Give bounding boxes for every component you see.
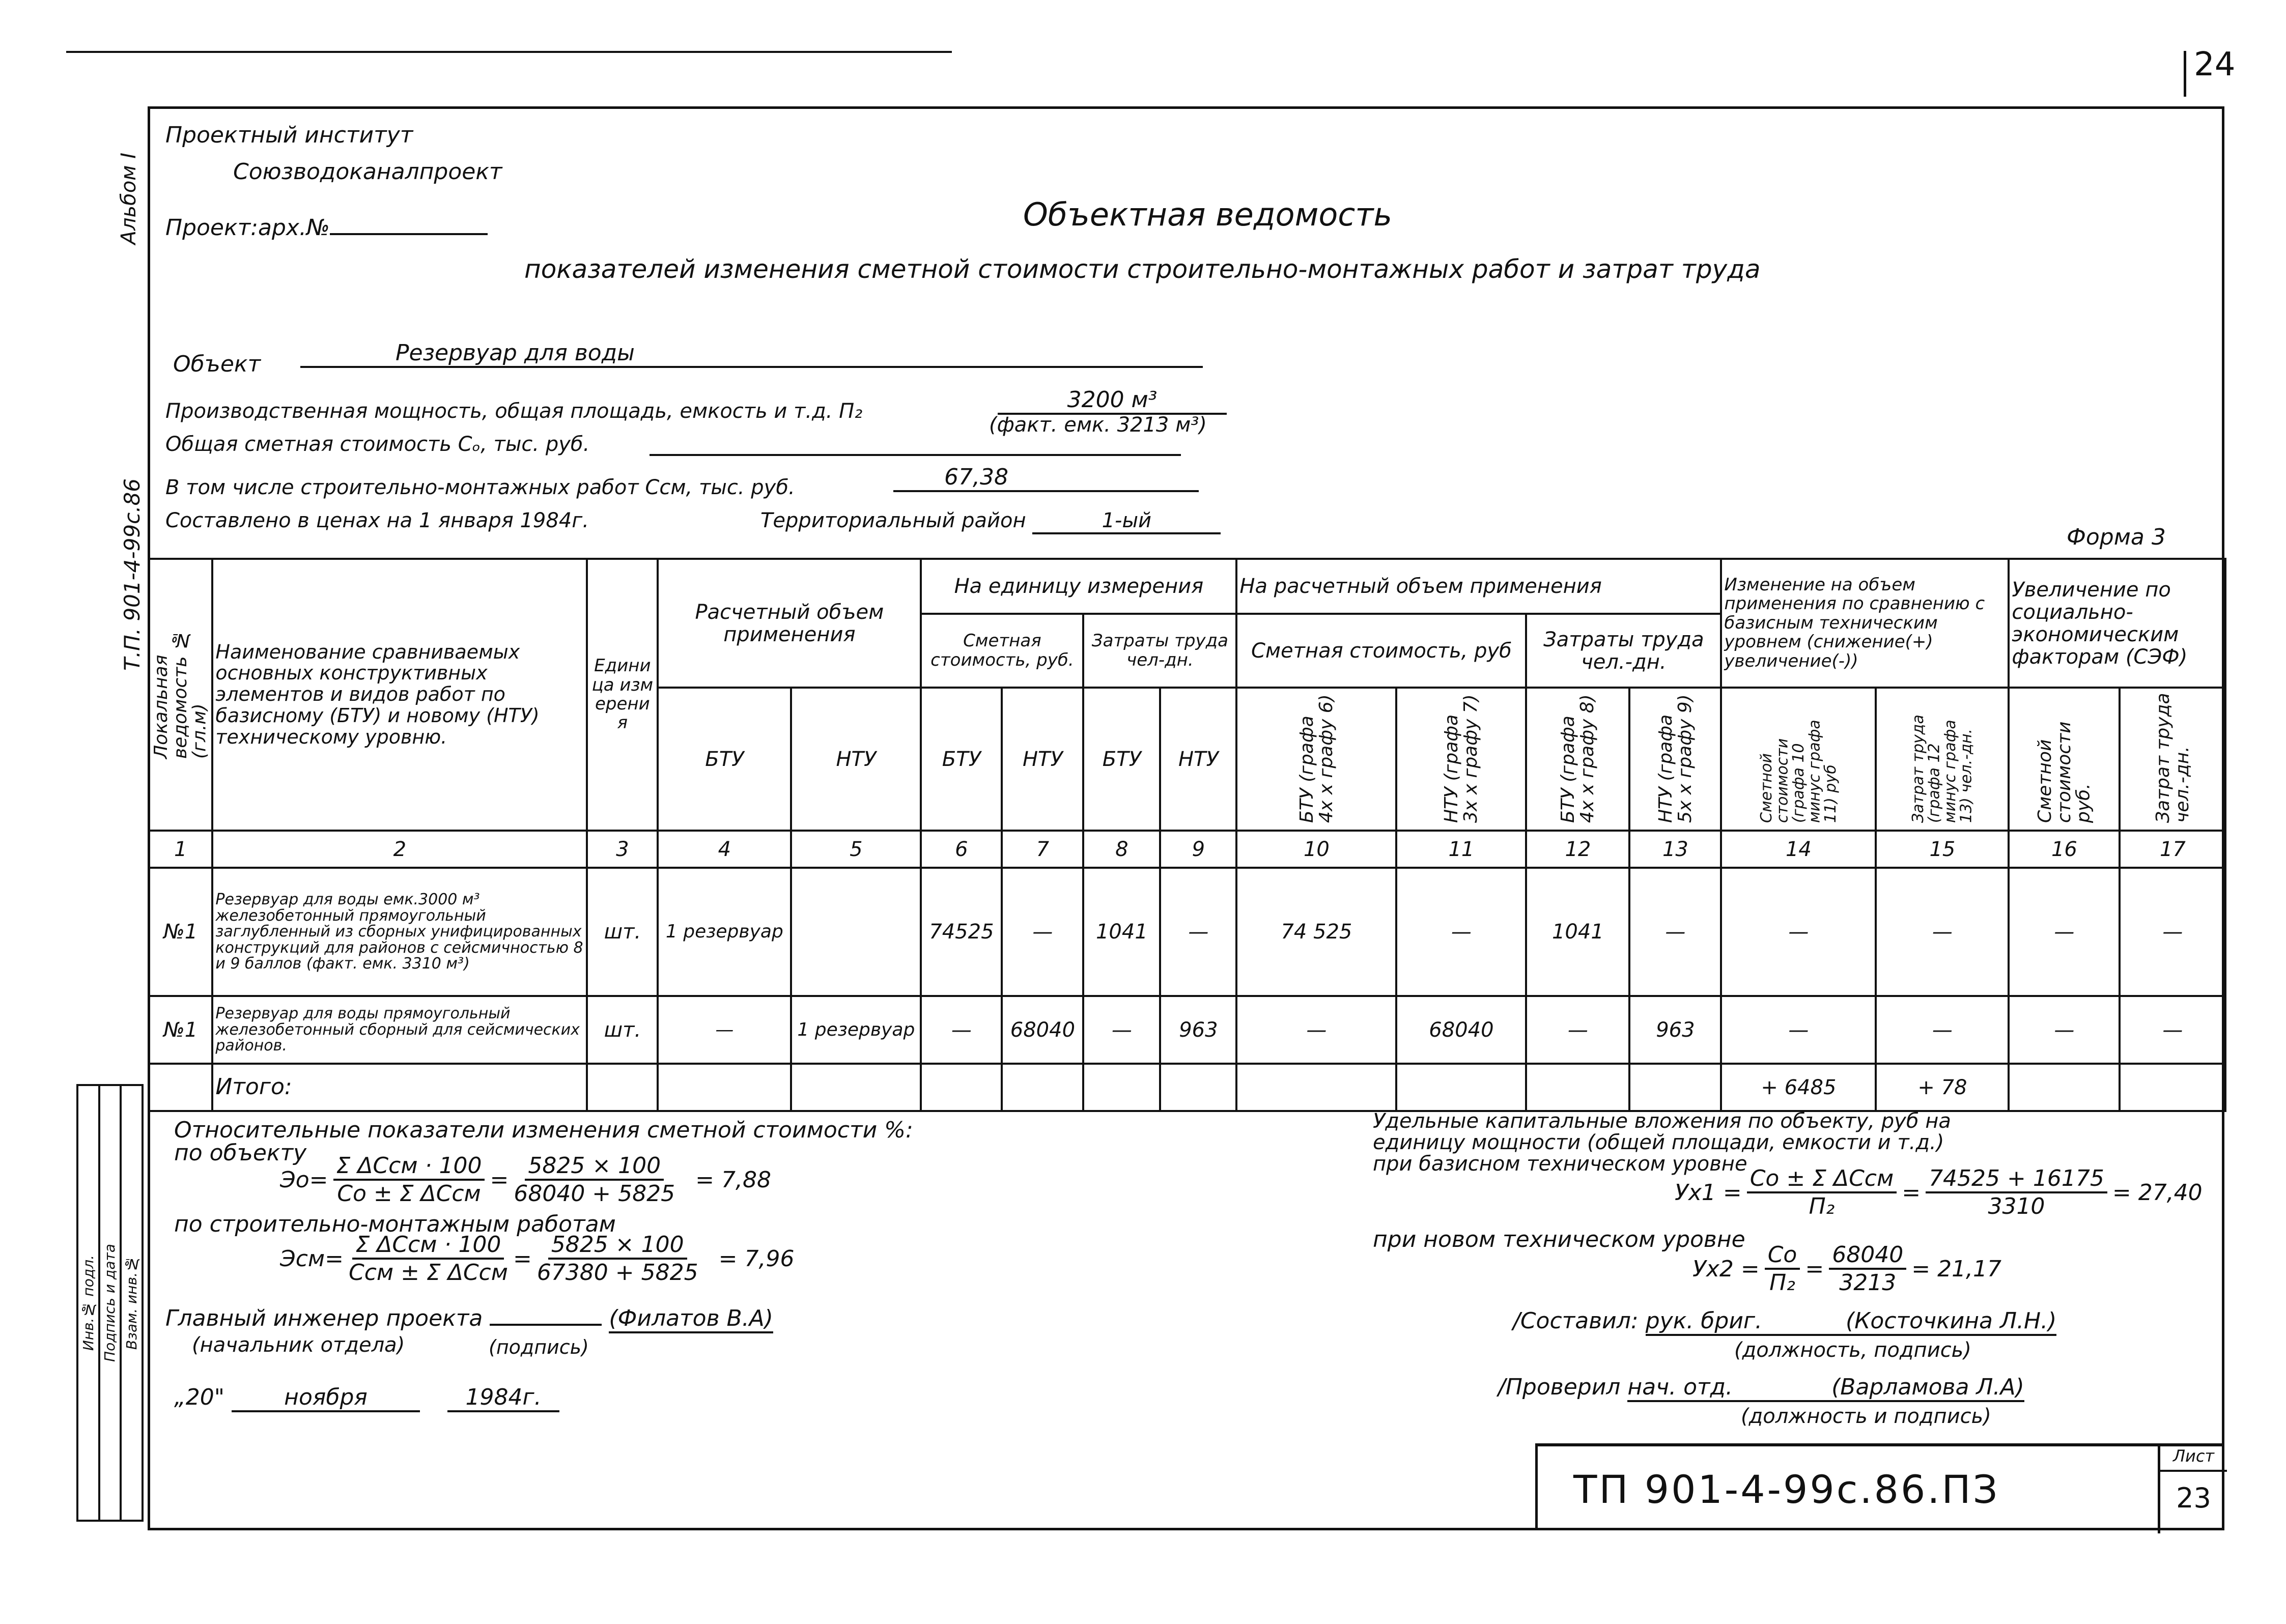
total-cost-line xyxy=(650,454,1181,456)
header-per-unit-labor: Затраты труда чел-дн. xyxy=(1083,614,1236,688)
column-number: 17 xyxy=(2120,831,2225,868)
chief-position: (начальник отдела) xyxy=(192,1333,405,1357)
table-cell: — xyxy=(1083,996,1160,1064)
column-number: 15 xyxy=(1876,831,2009,868)
chief-name: (Филатов В.А) xyxy=(609,1305,773,1333)
table-cell xyxy=(1083,1064,1160,1111)
indicators-table xyxy=(148,558,2226,1112)
y2-fraction: $\frac{Cо}{\text{П₂}}$ xyxy=(1765,1242,1800,1296)
table-cell xyxy=(1002,1064,1083,1111)
header-name: Наименование сравниваемых основных конструктивных элементов и видов работ по базисному (БТУ) и новому (НТУ) техническому уровню. xyxy=(212,559,587,831)
header-total-labor: Затраты труда чел.-дн. xyxy=(1526,614,1721,688)
table-cell xyxy=(149,1064,212,1111)
date xyxy=(174,1384,559,1412)
y2-result: = 21,17 xyxy=(1911,1256,2002,1282)
header-col14: Сметной стоимости (графа 10 минус графа 11) руб xyxy=(1721,688,1876,831)
column-number: 4 xyxy=(658,831,791,868)
object-value xyxy=(300,340,1203,368)
header-per-unit-cost: Сметная стоимость, руб. xyxy=(921,614,1083,688)
formula-esm: Эсм = $\frac{\text{Σ ΔCсм · 100}}{\text{Cсм ± Σ ΔCсм}}$ = $\frac{5825 \times 100}{67380 + 5825}$ = 7,96 xyxy=(280,1232,795,1286)
header-total: На расчетный объем применения xyxy=(1236,559,1721,614)
table-cell xyxy=(658,1064,791,1111)
eo-fraction: $\frac{\text{Σ ΔCсм · 100}}{\text{Cо ± Σ ΔCсм}}$ xyxy=(333,1153,485,1207)
esm-result: = 7,96 xyxy=(718,1245,795,1272)
table-cell: — xyxy=(1876,868,2009,996)
column-number: 13 xyxy=(1629,831,1721,868)
header-unit-labor-btu: БТУ xyxy=(1083,688,1160,831)
table-cell xyxy=(1236,1064,1396,1111)
specific-intro-1: Удельные капитальные вложения по объекту, руб на xyxy=(1373,1109,1951,1133)
table-cell xyxy=(1396,1064,1526,1111)
column-number: 10 xyxy=(1236,831,1396,868)
stamp-signature-date: Подпись и дата xyxy=(100,1086,122,1520)
column-number: 5 xyxy=(791,831,921,868)
table-cell: — xyxy=(2009,868,2120,996)
column-number-row xyxy=(149,831,2225,868)
formula-y2: Ух2 = $\frac{Cо}{\text{П₂}}$ = $\frac{68040}{3213}$ = 21,17 xyxy=(1692,1242,2002,1296)
y1-result: = 27,40 xyxy=(2112,1179,2203,1206)
sheet-cell xyxy=(2158,1446,2227,1533)
smr-value xyxy=(893,464,1199,492)
capacity-label: Производственная мощность, общая площадь, емкость и т.д. П₂ xyxy=(165,400,863,423)
table-cell: — xyxy=(921,996,1002,1064)
total-row xyxy=(149,1064,2225,1111)
chief-signature-line xyxy=(490,1305,602,1326)
header-change: Изменение на объем применения по сравнению с базисным техническим уровнем (снижение(+) увеличение(-)) xyxy=(1721,559,2009,688)
table-cell: + 78 xyxy=(1876,1064,2009,1111)
checked-signature: нач. отд. (Варламова Л.А) xyxy=(1627,1374,2024,1402)
table-cell xyxy=(1526,1064,1629,1111)
table-cell xyxy=(2009,1064,2120,1111)
specific-new: при новом техническом уровне xyxy=(1373,1227,1745,1252)
table-cell: шт. xyxy=(587,868,658,996)
table-cell: — xyxy=(2120,996,2225,1064)
header-col17: Затрат труда чел.-дн. xyxy=(2120,688,2225,831)
header-unit-cost-btu: БТУ xyxy=(921,688,1002,831)
chief-engineer xyxy=(165,1305,773,1333)
table-cell: 1 резервуар xyxy=(658,868,791,996)
stamp-replacement-inv: Взам. инв.№ xyxy=(123,1256,140,1350)
total-cost-label: Общая сметная стоимость Cₒ, тыс. руб. xyxy=(165,433,590,456)
table-cell: — xyxy=(1002,868,1083,996)
table-cell: Резервуар для воды прямоугольный железобетонный сборный для сейсмических районов. xyxy=(212,996,587,1064)
table-cell: — xyxy=(1236,996,1396,1064)
header-per-unit: На единицу измерения xyxy=(921,559,1236,614)
institute-label: Проектный институт xyxy=(165,122,413,148)
y1-values: $\frac{74525 + 16175}{3310}$ xyxy=(1926,1165,2107,1219)
object-label: Объект xyxy=(173,351,261,377)
table-cell: — xyxy=(1876,996,2009,1064)
y2-symbol: Ух2 = xyxy=(1692,1256,1760,1282)
compiled-label: /Составил: xyxy=(1513,1308,1639,1334)
page-number-rule xyxy=(2184,51,2186,97)
header-total-cost: Сметная стоимость, руб xyxy=(1236,614,1526,688)
header-volume-btu: БТУ xyxy=(658,688,791,831)
table-cell: 74525 xyxy=(921,868,1002,996)
header-col16: Сметной стоимости руб. xyxy=(2009,688,2120,831)
esm-fraction: $\frac{\text{Σ ΔCсм · 100}}{\text{Cсм ± Σ ΔCсм}}$ xyxy=(348,1232,508,1286)
checked-caption: (должность и подпись) xyxy=(1741,1405,1991,1428)
specific-basic: при базисном техническом уровне xyxy=(1373,1152,1747,1176)
column-number: 16 xyxy=(2009,831,2120,868)
table-row xyxy=(149,996,2225,1064)
table-cell: Резервуар для воды емк.3000 м³ железобетонный прямоугольный заглубленный из сборных унифицированных конструкций для районов с сейсмичностью 8 и 9 баллов (факт. емк. 3310 м³) xyxy=(212,868,587,996)
compiled-caption: (должность, подпись) xyxy=(1734,1338,1971,1362)
table-cell: 74 525 xyxy=(1236,868,1396,996)
header-local-statement: Локальная ведомость № (гл.м) xyxy=(149,559,212,831)
column-number: 9 xyxy=(1160,831,1236,868)
sheet-number: 23 xyxy=(2176,1482,2211,1514)
project-label-text: Проект:арх.№ xyxy=(165,215,330,241)
table-cell: — xyxy=(1721,868,1876,996)
header-col12: БТУ (графа 4х х графу 8) xyxy=(1526,688,1629,831)
side-code: Т.П. 901-4-99с.86 xyxy=(120,478,145,671)
column-number: 3 xyxy=(587,831,658,868)
table-cell: — xyxy=(1396,868,1526,996)
header-col10: БТУ (графа 4х х графу 6) xyxy=(1236,688,1396,831)
smr-value-text: 67,38 xyxy=(944,464,1008,490)
table-cell: 1041 xyxy=(1526,868,1629,996)
side-stamp xyxy=(76,1084,144,1522)
table-cell: — xyxy=(2009,996,2120,1064)
capacity-value: 3200 м³ xyxy=(998,387,1227,415)
table-cell xyxy=(2120,1064,2225,1111)
y1-symbol: Ух1 = xyxy=(1675,1179,1742,1206)
table-cell: — xyxy=(1526,996,1629,1064)
date-year: 1984г. xyxy=(447,1384,559,1412)
form-label: Форма 3 xyxy=(2067,524,2166,550)
table-cell: 1 резервуар xyxy=(791,996,921,1064)
table-cell: — xyxy=(1721,996,1876,1064)
district xyxy=(760,509,1221,534)
esm-symbol: Эсм xyxy=(280,1245,325,1272)
page-title: Объектная ведомость xyxy=(1023,196,1393,233)
column-number: 12 xyxy=(1526,831,1629,868)
header-col15: Затрат труда (графа 12 минус графа 13) чел.-дн. xyxy=(1876,688,2009,831)
relative-intro: Относительные показатели изменения сметной стоимости %: xyxy=(174,1117,913,1143)
album-label: Альбом I xyxy=(117,153,140,245)
compiled-by xyxy=(1513,1308,2056,1336)
table-cell: 963 xyxy=(1160,996,1236,1064)
table-cell: шт. xyxy=(587,996,658,1064)
table-cell: №1 xyxy=(149,868,212,996)
header-unit: Единица измерения xyxy=(587,559,658,831)
prices-label: Составлено в ценах на 1 января 1984г. xyxy=(165,509,589,532)
project-number-line xyxy=(330,213,488,235)
page-number: 24 xyxy=(2194,46,2236,83)
district-value: 1-ый xyxy=(1032,509,1221,534)
table-cell: 963 xyxy=(1629,996,1721,1064)
table-cell: — xyxy=(1160,868,1236,996)
column-number: 11 xyxy=(1396,831,1526,868)
document-code: ТП 901-4-99с.86.ПЗ xyxy=(1573,1467,2000,1512)
checked-label: /Проверил xyxy=(1498,1374,1621,1400)
y1-fraction: $\frac{\text{Cо ± Σ ΔCсм}}{\text{П₂}}$ xyxy=(1747,1165,1897,1219)
specific-intro-2: единицу мощности (общей площади, емкости и т.д.) xyxy=(1373,1131,1944,1154)
header-col13: НТУ (графа 5х х графу 9) xyxy=(1629,688,1721,831)
institute-name: Союзводоканалпроект xyxy=(233,159,502,185)
relative-by-smr: по строительно-монтажным работам xyxy=(174,1211,616,1237)
district-label: Территориальный район xyxy=(760,509,1026,532)
capacity-fact: (факт. емк. 3213 м³) xyxy=(989,413,1207,437)
table-cell: №1 xyxy=(149,996,212,1064)
header-volume-ntu: НТУ xyxy=(791,688,921,831)
title-block xyxy=(1535,1443,2224,1530)
checked-by xyxy=(1498,1374,2024,1402)
table-cell: Итого: xyxy=(212,1064,587,1111)
page-subtitle: показателей изменения сметной стоимости строительно-монтажных работ и затрат труда xyxy=(524,254,1761,284)
table-cell xyxy=(587,1064,658,1111)
table-cell xyxy=(921,1064,1002,1111)
column-number: 7 xyxy=(1002,831,1083,868)
formula-y1: Ух1 = $\frac{\text{Cо ± Σ ΔCсм}}{\text{П₂}}$ = $\frac{74525 + 16175}{3310}$ = 27,40 xyxy=(1675,1165,2203,1219)
formula-eo: Эо = $\frac{\text{Σ ΔCсм · 100}}{\text{Cо ± Σ ΔCсм}}$ = $\frac{5825 \times 100}{68040 + 5825}$ = 7,88 xyxy=(280,1153,771,1207)
object-value-text: Резервуар для воды xyxy=(396,340,635,366)
smr-label: В том числе строительно-монтажных работ Cсм, тыс. руб. xyxy=(165,476,795,499)
top-rule xyxy=(66,51,952,53)
column-number: 1 xyxy=(149,831,212,868)
header-col11: НТУ (графа 3х х графу 7) xyxy=(1396,688,1526,831)
sheet-label: Лист xyxy=(2160,1446,2227,1472)
date-day: „20" xyxy=(174,1384,225,1410)
header-unit-cost-ntu: НТУ xyxy=(1002,688,1083,831)
esm-values: $\frac{5825 \times 100}{67380 + 5825}$ xyxy=(537,1232,698,1286)
header-sef: Увеличение по социально-экономическим факторам (СЭФ) xyxy=(2009,559,2225,688)
project-label xyxy=(165,213,488,241)
column-number: 14 xyxy=(1721,831,1876,868)
table-cell: 1041 xyxy=(1083,868,1160,996)
eo-symbol: Эо xyxy=(280,1166,309,1193)
table-row xyxy=(149,868,2225,996)
column-number: 8 xyxy=(1083,831,1160,868)
chief-sign-caption: (подпись) xyxy=(489,1336,589,1358)
y2-values: $\frac{68040}{3213}$ xyxy=(1829,1242,1906,1296)
table-cell xyxy=(791,1064,921,1111)
table-cell: 68040 xyxy=(1396,996,1526,1064)
column-number: 2 xyxy=(212,831,587,868)
table-cell: — xyxy=(1629,868,1721,996)
compiled-signature: рук. бриг. (Косточкина Л.Н.) xyxy=(1646,1308,2057,1336)
table-cell: — xyxy=(2120,868,2225,996)
table-cell: + 6485 xyxy=(1721,1064,1876,1111)
header-unit-labor-ntu: НТУ xyxy=(1160,688,1236,831)
table-cell xyxy=(1160,1064,1236,1111)
header-volume: Расчетный объем применения xyxy=(658,559,921,688)
relative-by-object: по объекту xyxy=(174,1140,307,1166)
table-cell: 68040 xyxy=(1002,996,1083,1064)
eo-values: $\frac{5825 \times 100}{68040 + 5825}$ xyxy=(514,1153,675,1207)
date-month: ноября xyxy=(232,1384,420,1412)
stamp-inv-original: Инв.№ подл. xyxy=(78,1086,100,1520)
eo-result: = 7,88 xyxy=(695,1166,771,1193)
table-cell xyxy=(791,868,921,996)
table-cell xyxy=(1629,1064,1721,1111)
chief-label: Главный инженер проекта xyxy=(165,1305,483,1331)
table-cell: — xyxy=(658,996,791,1064)
column-number: 6 xyxy=(921,831,1002,868)
